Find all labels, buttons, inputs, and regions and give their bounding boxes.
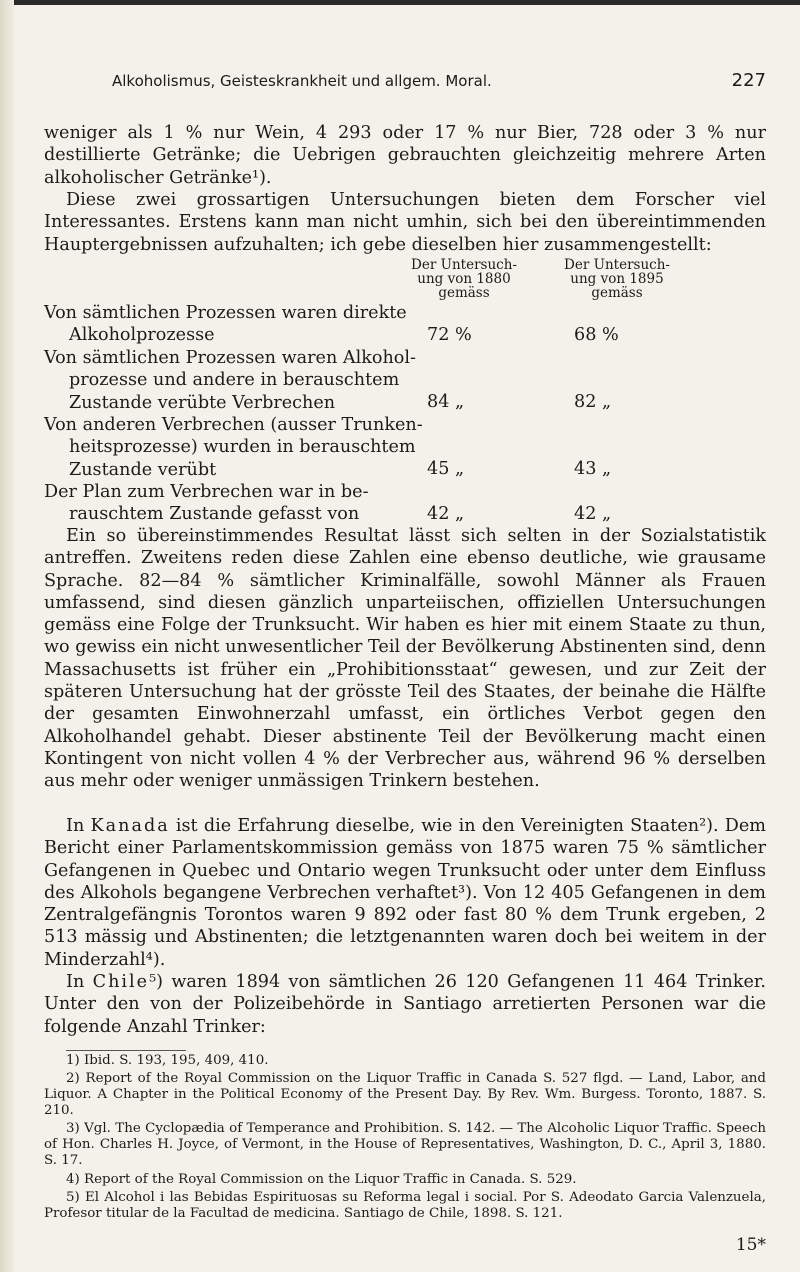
column-header-1895: Der Untersuch-ung von 1895 gemäss xyxy=(564,257,670,301)
paragraph-4 xyxy=(44,815,766,971)
value-1880: 42 „ xyxy=(427,504,465,524)
row-label: Alkoholprozesse xyxy=(69,325,215,346)
text-fragment: ⁵) waren 1894 von sämtlichen 26 120 Gefangenen 11 464 Trinker. Unter den von der Polizeibehörde in Santiago arretierten Personen war die folgende Anzahl Trinker: xyxy=(44,972,767,1037)
row-label: Von sämtlichen Prozessen waren direkte xyxy=(44,303,407,323)
page-number: 227 xyxy=(731,70,766,91)
signature-mark: 15* xyxy=(735,1235,766,1255)
column-header-1880: Der Untersuch-ung von 1880 gemäss xyxy=(411,257,517,301)
row-label: Zustande verübt xyxy=(69,459,217,480)
footnote-2: 2) Report of the Royal Commission on the Liquor Traffic in Canada S. 527 flgd. — Land, Labor, and Liquor. A Chapter in the Political Economy of the Present Day. By Rev. Wm. Burgess. Toronto, 1887. S. 210. xyxy=(44,1071,766,1119)
row-label: prozesse und andere in berauschtem xyxy=(69,370,400,391)
paragraph-2: Diese zwei grossartigen Untersuchungen bieten dem Forscher viel Interessantes. Erstens kann man nicht umhin, sich bei den übereintimmenden Hauptergebnissen aufzuhalten; ich gebe dieselben hier zusammengestellt: xyxy=(44,190,766,255)
row-label: heitsprozesse) wurden in berauschtem xyxy=(69,437,416,458)
country-chile: Chile xyxy=(92,972,150,992)
row-label: rauschtem Zustande gefasst von xyxy=(69,504,360,525)
paragraph-1: weniger als 1 % nur Wein, 4 293 oder 17 % nur Bier, 728 oder 3 % nur destillierte Getränke; die Uebrigen gebrauchten gleichzeitig mehrere Arten alkoholischer Getränke¹). xyxy=(44,123,766,188)
value-1895: 43 „ xyxy=(574,459,612,479)
footnote-5: 5) El Alcohol i las Bebidas Espirituosas su Reforma legal i social. Por S. Adeodato Garcia Valenzuela, Profesor titular de la Facultad de medicina. Santiago de Chile, 1898. S. 121. xyxy=(44,1190,766,1222)
country-kanada: Kanada xyxy=(90,816,170,836)
row-label: Von sämtlichen Prozessen waren Alkohol- xyxy=(44,348,416,368)
row-label: Der Plan zum Verbrechen war in be- xyxy=(44,482,369,502)
value-1895: 42 „ xyxy=(574,504,612,524)
value-1895: 68 % xyxy=(574,325,619,345)
row-label: Von anderen Verbrechen (ausser Trunken- xyxy=(44,415,423,435)
text-fragment: ist die Erfahrung dieselbe, wie in den Vereinigten Staaten²). Dem Bericht einer Parlamentskommission gemäss von 1875 waren 75 % sämtlicher Gefangenen in Quebec und Ontario wegen Trunksucht oder unter dem Einfluss des Alkohols begangene Verbrechen verhaftet³). Von 12 405 Gefangenen in dem Zentralgefängnis Torontos waren 9 892 oder fast 80 % dem Trunk ergeben, 2 513 mässig und Abstinenten; die letztgenannten waren doch bei weitem in der Minderzahl⁴). xyxy=(44,816,766,970)
footnote-divider xyxy=(66,1050,186,1051)
page-gutter xyxy=(0,0,14,1272)
value-1880: 84 „ xyxy=(427,392,465,412)
footnote-4: 4) Report of the Royal Commission on the Liquor Traffic in Canada. S. 529. xyxy=(66,1172,577,1187)
text-fragment: In xyxy=(66,816,91,836)
row-label: Zustande verübte Verbrechen xyxy=(69,392,336,413)
value-1880: 45 „ xyxy=(427,459,465,479)
running-title: Alkoholismus, Geisteskrankheit und allgem. Moral. xyxy=(112,72,492,90)
running-header xyxy=(44,72,766,94)
paragraph-3: Ein so übereinstimmendes Resultat lässt sich selten in der Sozialstatistik antreffen. Zweitens reden diese Zahlen eine ebenso deutliche, wie grausame Sprache. 82—84 % sämtlicher Kriminalfälle, sowohl Männer als Frauen umfassend, sind diesen gänzlich unparteiischen, offiziellen Untersuchungen gemäss eine Folge der Trunksucht. Wir haben es hier mit einem Staate zu thun, wo gewiss ein nicht unwesentlicher Teil der Bevölkerung Abstinenten sind, denn Massachusetts ist früher ein „Prohibitionsstaat“ gewesen, und zur Zeit der späteren Untersuchung hat der grösste Teil des Staates, der beinahe die Hälfte der gesamten Einwohnerzahl umfasst, ein örtliches Verbot gegen den Alkoholhandel gehabt. Dieser abstinente Teil der Bevölkerung macht einen Kontingent von nicht vollen 4 % der Verbrecher aus, während 96 % derselben aus mehr oder weniger unmässigen Trinkern bestehen. xyxy=(44,526,766,792)
paragraph-5 xyxy=(44,971,766,1038)
text-fragment: In xyxy=(66,972,93,992)
footnote-3: 3) Vgl. The Cyclopædia of Temperance and Prohibition. S. 142. — The Alcoholic Liquor Traffic. Speech of Hon. Charles H. Joyce, of Vermont, in the House of Representatives, Washington, D. C., April 3, 1880. S. 17. xyxy=(44,1121,766,1169)
value-1880: 72 % xyxy=(427,325,472,345)
footnote-1: 1) Ibid. S. 193, 195, 409, 410. xyxy=(66,1053,269,1068)
value-1895: 82 „ xyxy=(574,392,612,412)
top-border xyxy=(0,0,800,5)
